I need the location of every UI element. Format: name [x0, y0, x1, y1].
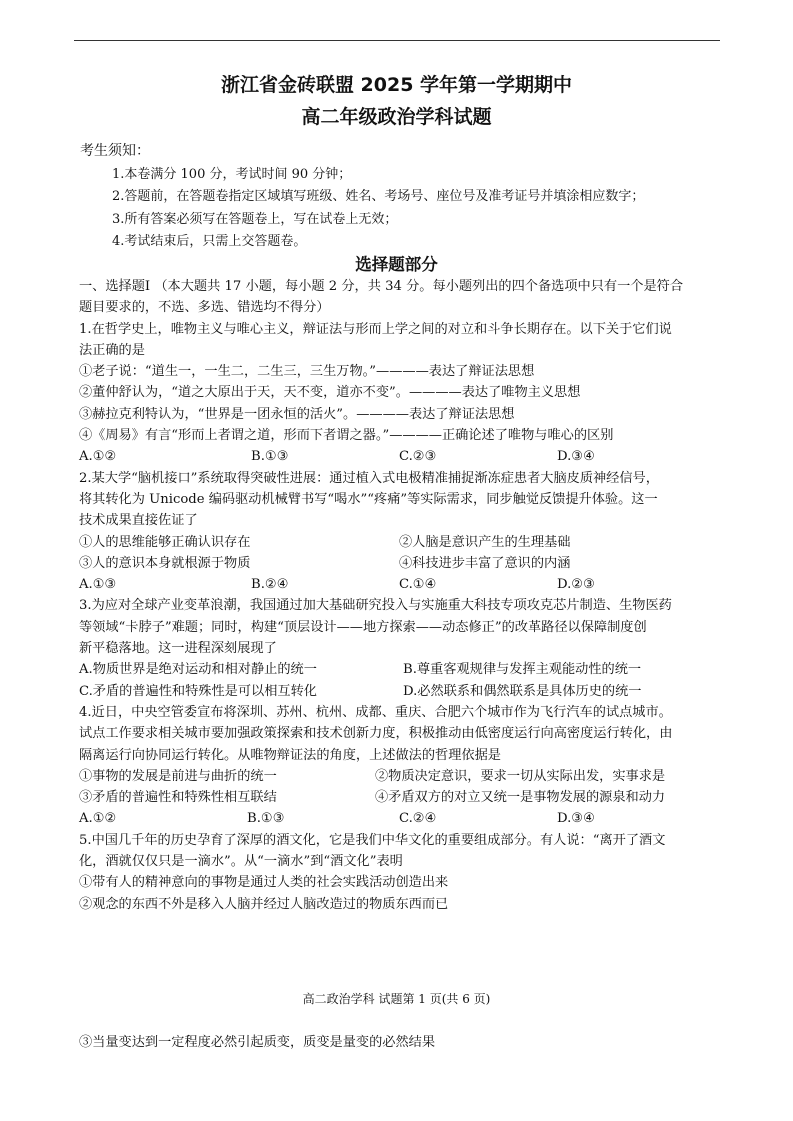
q5-stem: 5.中国几千年的历史孕育了深厚的酒文化，它是我们中华文化的重要组成部分。有人说：“离开了酒文 [79, 832, 666, 848]
q3-stem: 新平稳落地。这一进程深刻展现了 [79, 641, 277, 657]
page-footer: 高二政治学科 试题第 1 页(共 6 页) [302, 992, 491, 1006]
q4-option-d: D.③④ [557, 811, 595, 827]
q1-item: ②董仲舒认为，“道之大原出于天，天不变，道亦不变”。————表达了唯物主义思想 [79, 385, 581, 401]
notice-item: 3.所有答案必须写在答题卷上，写在试卷上无效； [112, 211, 398, 227]
q1-option-b: B.①③ [251, 449, 289, 465]
q5-item: ②观念的东西不外是移入人脑并经过人脑改造过的物质东西而已 [79, 896, 449, 912]
q1-option-d: D.③④ [557, 449, 595, 465]
notice-list [112, 164, 644, 253]
q1-stem: 法正确的是 [79, 342, 145, 358]
notice-item: 4.考试结束后，只需上交答题卷。 [112, 233, 307, 249]
q4-item: ③矛盾的普遍性和特殊性相互联结 [79, 790, 277, 806]
page-title: 浙江省金砖联盟 2025 学年第一学期期中 [220, 74, 573, 96]
q4-option-b: B.①③ [247, 811, 285, 827]
q4-item: ④矛盾双方的对立又统一是事物发展的源泉和动力 [375, 790, 666, 806]
q4-stem: 4.近日，中央空管委宣布将深圳、苏州、杭州、成都、重庆、合肥六个城市作为飞行汽车的试点城市。 [79, 704, 672, 720]
q2-item: ④科技进步丰富了意识的内涵 [399, 555, 571, 571]
q4-items-row [79, 787, 719, 808]
q3-stem: 等领域“卡脖子”难题；同时，构建“顶层设计——地方探索——动态修正”的改革路径以保障制度创 [79, 619, 647, 635]
q2-item: ③人的意识本身就根源于物质 [79, 555, 251, 571]
q2-item: ②人脑是意识产生的生理基础 [399, 534, 571, 550]
q5-stem: 化，酒就仅仅只是一滴水”。从“一滴水”到“酒文化”表明 [79, 854, 403, 870]
q3-stem: 3.为应对全球产业变革浪潮，我国通过加大基础研究投入与实施重大科技专项攻克芯片制造、生物医药 [79, 598, 672, 614]
q1-stem: 1.在哲学史上，唯物主义与唯心主义，辩证法与形而上学之间的对立和斗争长期存在。以下关于它们说 [79, 321, 672, 337]
q3-options-row [79, 659, 719, 680]
q2-option-b: B.②④ [251, 577, 289, 593]
q2-items-row [79, 553, 719, 574]
question-body [79, 276, 719, 915]
section-title: 选择题部分 [355, 255, 438, 274]
q1-item: ①老子说：“道生一，一生二，二生三，三生万物。”————表达了辩证法思想 [79, 364, 535, 380]
part-intro: 一、选择题Ⅰ （本大题共 17 小题，每小题 2 分，共 34 分。每小题列出的四个备选项中只有一个是符合 [79, 279, 684, 294]
q2-option-a: A.①③ [79, 577, 117, 593]
q4-stem: 隔离运行向协同运行转化。从唯物辩证法的角度，上述做法的哲理依据是 [79, 747, 501, 763]
page-subtitle: 高二年级政治学科试题 [301, 106, 492, 128]
q4-option-a: A.①② [79, 811, 117, 827]
q2-option-c: C.①④ [399, 577, 437, 593]
q4-option-c: C.②④ [399, 811, 437, 827]
q4-options [79, 808, 719, 829]
part-intro: 题目要求的，不选、多选、错选均不得分） [79, 300, 330, 316]
q3-option-c: C.矛盾的普遍性和特殊性是可以相互转化 [79, 683, 317, 699]
next-page-line: ③当量变达到一定程度必然引起质变，质变是量变的必然结果 [79, 1035, 436, 1050]
notice-item: 1.本卷满分 100 分，考试时间 90 分钟； [112, 167, 352, 182]
q2-item: ①人的思维能够正确认识存在 [79, 534, 251, 550]
q3-option-d: D.必然联系和偶然联系是具体历史的统一 [403, 683, 642, 699]
q1-item: ③赫拉克利特认为，“世界是一团永恒的活火”。————表达了辩证法思想 [79, 406, 515, 422]
q1-option-a: A.①② [79, 449, 117, 465]
header-rule [74, 40, 720, 41]
q4-item: ②物质决定意识，要求一切从实际出发，实事求是 [375, 768, 666, 784]
q1-options [79, 446, 719, 467]
q4-stem: 试点工作要求相关城市要加强政策探索和技术创新力度，积极推动由低密度运行向高密度运行转化，由 [79, 726, 673, 742]
q5-item: ①带有人的精神意向的事物是通过人类的社会实践活动创造出来 [79, 875, 449, 891]
q2-stem: 技术成果直接佐证了 [79, 513, 198, 529]
q3-option-b: B.尊重客观规律与发挥主观能动性的统一 [403, 662, 642, 678]
notice-heading: 考生须知： [80, 143, 150, 159]
q2-items-row [79, 532, 719, 553]
q2-options [79, 574, 719, 595]
q3-options-row [79, 681, 719, 702]
q2-option-d: D.②③ [557, 577, 595, 593]
q1-option-c: C.②③ [399, 449, 437, 465]
q1-item: ④《周易》有言“形而上者谓之道，形而下者谓之器。”————正确论述了唯物与唯心的区别 [79, 428, 614, 444]
q2-stem: 2.某大学“脑机接口”系统取得突破性进展：通过植入式电极精准捕捉渐冻症患者大脑皮质神经信号， [79, 470, 659, 486]
notice-item: 2.答题前，在答题卷指定区域填写班级、姓名、考场号、座位号及准考证号并填涂相应数字； [112, 189, 645, 205]
q3-option-a: A.物质世界是绝对运动和相对静止的统一 [79, 662, 317, 678]
q2-stem: 将其转化为 Unicode 编码驱动机械臂书写“喝水”“疼痛”等实际需求，同步触觉反馈提升体验。这一 [79, 491, 658, 507]
q4-items-row [79, 766, 719, 787]
q4-item: ①事物的发展是前进与曲折的统一 [79, 768, 277, 784]
